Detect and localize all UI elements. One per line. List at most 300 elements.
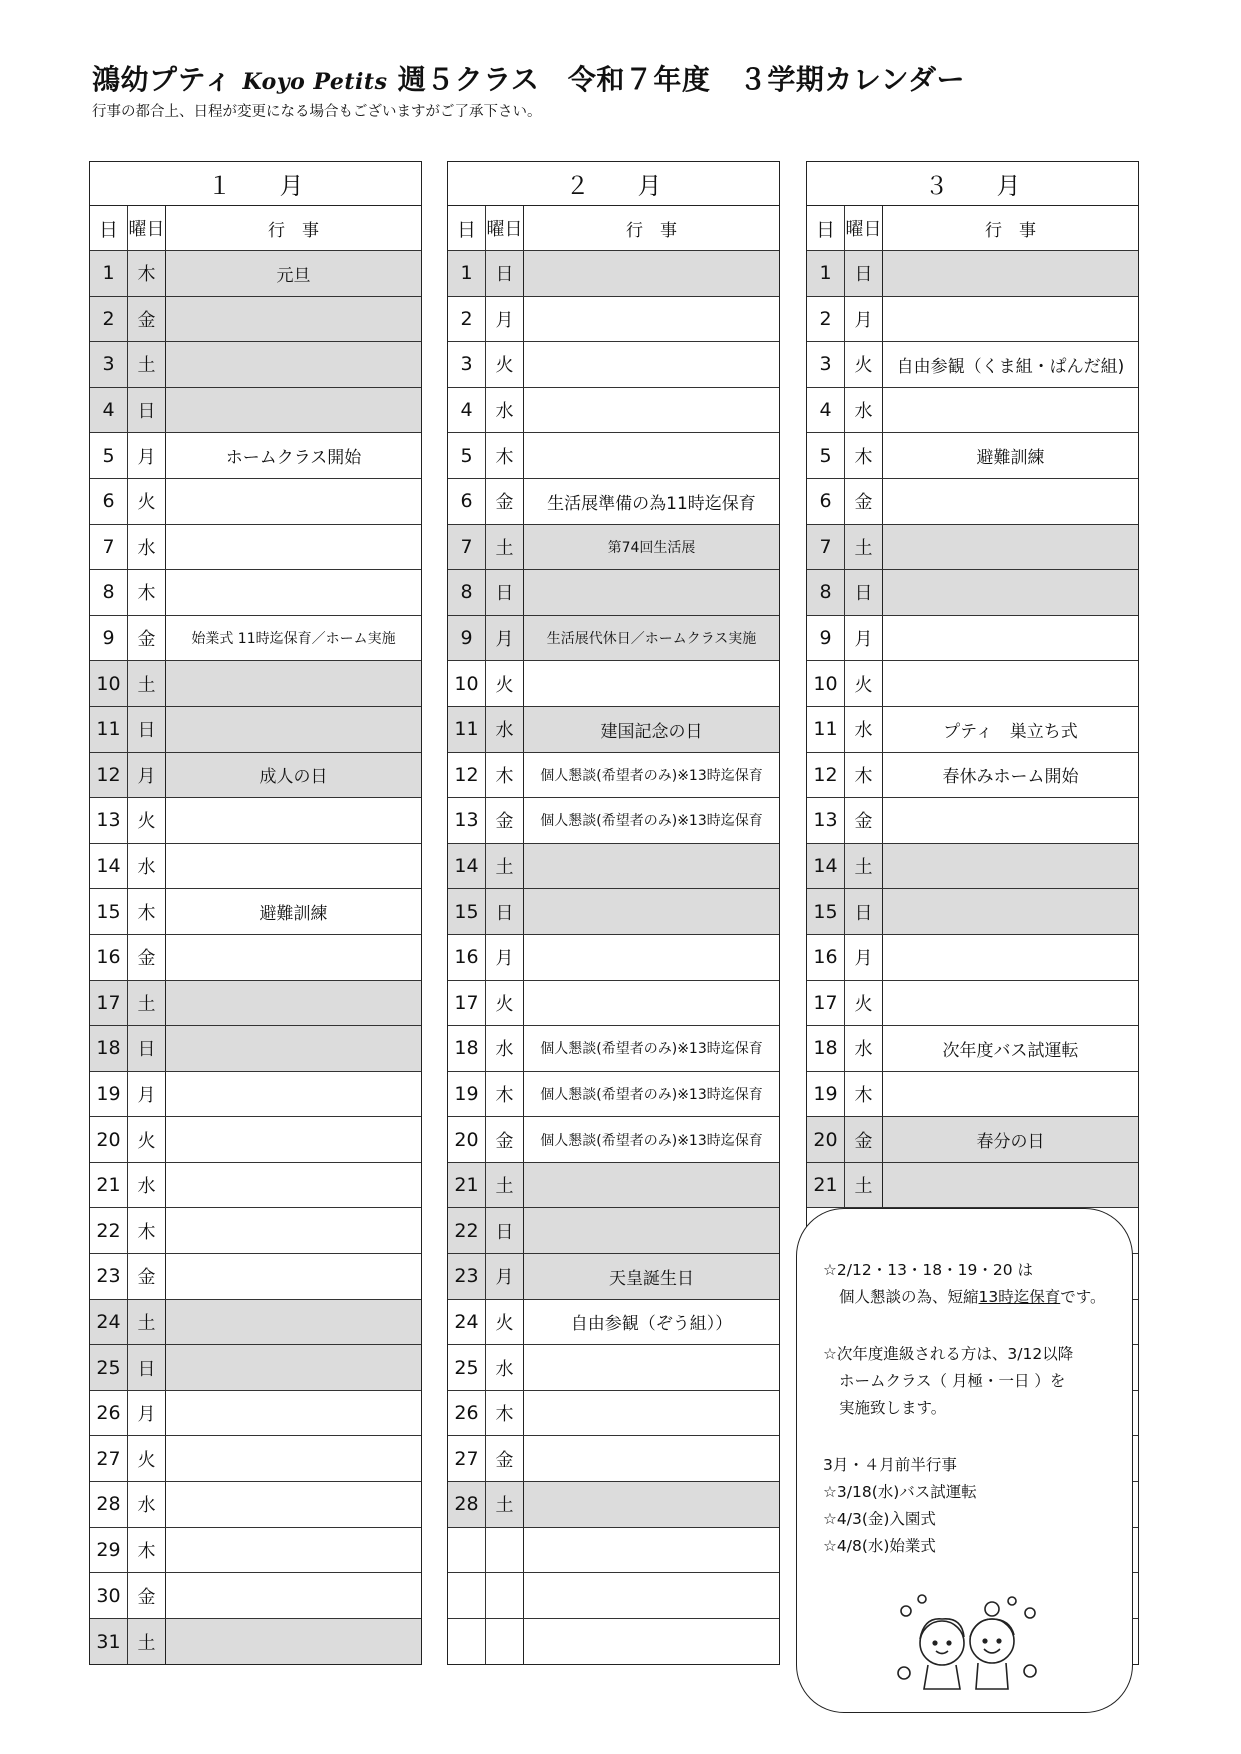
day-number xyxy=(448,1573,486,1618)
calendar-row xyxy=(90,981,421,1027)
event-cell: 避難訓練 xyxy=(259,904,328,925)
day-number: 20 xyxy=(90,1117,128,1162)
day-number: 10 xyxy=(807,661,845,706)
event-cell xyxy=(524,251,779,296)
note-3-item-3: ☆4/8(水)始業式 xyxy=(823,1537,936,1555)
weekday xyxy=(486,1528,524,1573)
calendar-row xyxy=(448,1072,779,1118)
column-day: 日 xyxy=(807,206,845,250)
day-number: 11 xyxy=(448,707,486,752)
weekday: 金 xyxy=(128,1254,166,1299)
weekday: 水 xyxy=(128,1163,166,1208)
weekday: 金 xyxy=(845,798,883,843)
weekday: 金 xyxy=(128,616,166,661)
calendar-row xyxy=(90,433,421,479)
event-cell xyxy=(524,1528,779,1573)
event-cell xyxy=(883,616,1138,661)
calendar-row xyxy=(807,525,1138,571)
day-number: 4 xyxy=(90,388,128,433)
calendar-row xyxy=(448,1163,779,1209)
calendar-row xyxy=(448,1619,779,1665)
day-number: 21 xyxy=(448,1163,486,1208)
day-number: 3 xyxy=(807,342,845,387)
chick-icon xyxy=(985,1602,999,1616)
column-day: 日 xyxy=(90,206,128,250)
day-number: 25 xyxy=(448,1345,486,1390)
calendar-row xyxy=(807,297,1138,343)
page-subtitle: 行事の都合上、日程が変更になる場合もございますがご了承下さい。 xyxy=(92,104,542,120)
day-number: 24 xyxy=(90,1300,128,1345)
event-cell xyxy=(166,661,421,706)
weekday: 火 xyxy=(486,661,524,706)
calendar-row xyxy=(90,1436,421,1482)
weekday: 日 xyxy=(486,251,524,296)
calendar-row xyxy=(90,1072,421,1118)
event-cell xyxy=(524,981,779,1026)
day-number: 16 xyxy=(90,935,128,980)
event-cell xyxy=(883,479,1138,524)
weekday: 火 xyxy=(486,981,524,1026)
column-weekday: 曜日 xyxy=(128,206,166,250)
event-cell xyxy=(166,1163,421,1208)
event-cell: 自由参観（くま組・ぱんだ組) xyxy=(896,356,1125,377)
calendar-row xyxy=(448,1345,779,1391)
event-cell: 春休みホーム開始 xyxy=(942,767,1079,788)
day-number: 6 xyxy=(90,479,128,524)
event-cell: 生活展代休日／ホームクラス実施 xyxy=(524,616,779,661)
day-number: 19 xyxy=(448,1072,486,1117)
weekday: 金 xyxy=(486,798,524,843)
weekday: 木 xyxy=(128,251,166,296)
weekday: 木 xyxy=(486,1391,524,1436)
column-event: 行 事 xyxy=(985,220,1036,241)
calendar-row xyxy=(448,981,779,1027)
event-cell xyxy=(883,981,1138,1026)
month-heading: ２ 月 xyxy=(448,162,779,206)
weekday: 火 xyxy=(845,981,883,1026)
event-cell: 始業式 11時迄保育／ホーム実施 xyxy=(191,631,396,648)
calendar-row xyxy=(90,1482,421,1528)
event-cell xyxy=(166,297,421,342)
weekday: 金 xyxy=(486,1436,524,1481)
event-cell: 生活展準備の為11時迄保育 xyxy=(547,493,756,514)
weekday: 木 xyxy=(128,1208,166,1253)
event-cell: 個人懇談(希望者のみ)※13時迄保育 xyxy=(540,813,763,830)
day-number: 27 xyxy=(90,1436,128,1481)
day-number: 6 xyxy=(807,479,845,524)
note-3-heading: 3月・４月前半行事 xyxy=(823,1456,957,1474)
weekday: 月 xyxy=(128,1391,166,1436)
day-number: 17 xyxy=(448,981,486,1026)
calendar-row xyxy=(90,1345,421,1391)
event-cell: プティ 巣立ち式 xyxy=(943,721,1078,742)
calendar-row xyxy=(807,479,1138,525)
event-cell xyxy=(166,1436,421,1481)
calendar-row xyxy=(90,1163,421,1209)
day-number: 11 xyxy=(90,707,128,752)
day-number: 3 xyxy=(448,342,486,387)
weekday: 木 xyxy=(486,433,524,478)
column-header-row xyxy=(807,206,1138,251)
day-number: 9 xyxy=(807,616,845,661)
flower-icon xyxy=(1025,1608,1035,1618)
event-cell xyxy=(524,1163,779,1208)
event-cell xyxy=(166,388,421,433)
event-cell xyxy=(166,707,421,752)
day-number: 3 xyxy=(90,342,128,387)
event-cell xyxy=(883,935,1138,980)
event-cell xyxy=(524,297,779,342)
event-cell xyxy=(166,1345,421,1390)
event-cell xyxy=(883,1163,1138,1208)
girl-body xyxy=(924,1665,960,1689)
event-cell xyxy=(883,388,1138,433)
month-table-january xyxy=(89,161,422,1665)
day-number: 23 xyxy=(448,1254,486,1299)
calendar-row xyxy=(448,753,779,799)
day-number: 26 xyxy=(90,1391,128,1436)
day-number: 11 xyxy=(807,707,845,752)
calendar-row xyxy=(448,844,779,890)
column-header-row xyxy=(448,206,779,251)
calendar-row xyxy=(90,1208,421,1254)
day-number: 23 xyxy=(90,1254,128,1299)
day-number: 4 xyxy=(807,388,845,433)
day-number: 1 xyxy=(807,251,845,296)
weekday: 土 xyxy=(845,844,883,889)
event-cell: 第74回生活展 xyxy=(524,525,779,570)
weekday: 木 xyxy=(845,753,883,798)
calendar-row xyxy=(807,570,1138,616)
calendar-row xyxy=(448,661,779,707)
column-weekday: 曜日 xyxy=(486,206,524,250)
calendar-row xyxy=(807,1117,1138,1163)
weekday: 水 xyxy=(486,388,524,433)
calendar-row xyxy=(448,1208,779,1254)
day-number: 16 xyxy=(448,935,486,980)
weekday: 日 xyxy=(845,251,883,296)
calendar-row xyxy=(448,297,779,343)
weekday: 日 xyxy=(845,570,883,615)
note-1-line-1: ☆2/12・13・18・19・20 は xyxy=(823,1261,1034,1279)
event-cell xyxy=(524,388,779,433)
day-number: 7 xyxy=(90,525,128,570)
weekday: 金 xyxy=(128,1573,166,1618)
page-title xyxy=(92,58,965,98)
event-cell xyxy=(524,935,779,980)
event-cell xyxy=(524,1391,779,1436)
column-header-row xyxy=(90,206,421,251)
children-illustration xyxy=(892,1591,1042,1701)
weekday: 日 xyxy=(128,1026,166,1071)
calendar-row xyxy=(90,1300,421,1346)
note-1-line-2 xyxy=(839,1284,1106,1311)
day-number: 2 xyxy=(90,297,128,342)
calendar-row xyxy=(448,1117,779,1163)
weekday: 金 xyxy=(486,1117,524,1162)
day-number: 28 xyxy=(448,1482,486,1527)
day-number: 17 xyxy=(807,981,845,1026)
boy-body xyxy=(976,1663,1008,1689)
weekday: 日 xyxy=(486,1208,524,1253)
weekday: 水 xyxy=(128,1482,166,1527)
calendar-row xyxy=(90,1391,421,1437)
weekday: 日 xyxy=(128,707,166,752)
weekday: 水 xyxy=(845,707,883,752)
calendar-row xyxy=(90,889,421,935)
weekday: 月 xyxy=(128,753,166,798)
event-cell xyxy=(166,1117,421,1162)
weekday: 水 xyxy=(486,1026,524,1071)
weekday: 火 xyxy=(128,479,166,524)
event-cell xyxy=(166,981,421,1026)
event-cell xyxy=(524,433,779,478)
day-number: 8 xyxy=(448,570,486,615)
calendar-row xyxy=(90,935,421,981)
calendar-row xyxy=(90,297,421,343)
event-cell: 建国記念の日 xyxy=(524,707,779,752)
note-3-item-2: ☆4/3(金)入園式 xyxy=(823,1510,936,1528)
event-cell xyxy=(166,570,421,615)
event-cell xyxy=(166,525,421,570)
event-cell: 春分の日 xyxy=(883,1117,1138,1162)
calendar-row xyxy=(448,342,779,388)
day-number: 10 xyxy=(90,661,128,706)
day-number: 8 xyxy=(807,570,845,615)
day-number: 2 xyxy=(448,297,486,342)
day-number: 26 xyxy=(448,1391,486,1436)
calendar-row xyxy=(807,753,1138,799)
event-cell xyxy=(166,1619,421,1665)
day-number: 9 xyxy=(448,616,486,661)
event-cell xyxy=(883,525,1138,570)
flower-icon xyxy=(1024,1665,1036,1677)
day-number: 31 xyxy=(90,1619,128,1665)
event-cell xyxy=(166,798,421,843)
weekday: 水 xyxy=(845,388,883,433)
event-cell: 自由参観（ぞう組）） xyxy=(570,1314,733,1335)
calendar-row xyxy=(90,1026,421,1072)
day-number: 9 xyxy=(90,616,128,661)
flower-icon xyxy=(901,1606,911,1616)
event-cell xyxy=(524,1345,779,1390)
weekday: 金 xyxy=(128,935,166,980)
day-number: 7 xyxy=(448,525,486,570)
calendar-row xyxy=(90,251,421,297)
event-cell xyxy=(524,1573,779,1618)
day-number: 10 xyxy=(448,661,486,706)
title-brand: Koyo Petits xyxy=(242,69,388,95)
month-table-february xyxy=(447,161,780,1665)
calendar-row xyxy=(448,616,779,662)
day-number: 5 xyxy=(90,433,128,478)
weekday: 月 xyxy=(128,1072,166,1117)
event-cell xyxy=(166,342,421,387)
calendar-row xyxy=(90,525,421,571)
month-heading: ３ 月 xyxy=(807,162,1138,206)
calendar-row xyxy=(807,1163,1138,1209)
weekday: 木 xyxy=(845,1072,883,1117)
weekday: 月 xyxy=(128,433,166,478)
day-number: 16 xyxy=(807,935,845,980)
event-cell xyxy=(883,798,1138,843)
boy-hair xyxy=(970,1619,1014,1637)
weekday: 木 xyxy=(845,433,883,478)
flower-icon xyxy=(1008,1597,1016,1605)
notes-box xyxy=(796,1208,1133,1713)
event-cell xyxy=(883,889,1138,934)
weekday: 日 xyxy=(845,889,883,934)
event-cell xyxy=(524,570,779,615)
calendar-row xyxy=(448,251,779,297)
event-cell xyxy=(524,1619,779,1665)
calendar-row xyxy=(807,798,1138,844)
calendar-row xyxy=(807,844,1138,890)
day-number: 25 xyxy=(90,1345,128,1390)
weekday: 木 xyxy=(128,570,166,615)
day-number: 15 xyxy=(807,889,845,934)
note-1-underline: 13時迄保育 xyxy=(978,1288,1061,1306)
event-cell xyxy=(524,342,779,387)
calendar-row xyxy=(807,388,1138,434)
calendar-row xyxy=(448,1436,779,1482)
event-cell: ホームクラス開始 xyxy=(225,448,362,469)
day-number: 18 xyxy=(807,1026,845,1071)
day-number: 2 xyxy=(807,297,845,342)
calendar-row xyxy=(807,433,1138,479)
calendar-row xyxy=(807,342,1138,388)
calendar-row xyxy=(90,479,421,525)
calendar-row xyxy=(90,1573,421,1619)
calendar-row xyxy=(448,1026,779,1072)
day-number: 13 xyxy=(90,798,128,843)
event-cell xyxy=(883,570,1138,615)
weekday: 日 xyxy=(128,1345,166,1390)
calendar-row xyxy=(90,388,421,434)
day-number: 28 xyxy=(90,1482,128,1527)
event-cell: 個人懇談(希望者のみ)※13時迄保育 xyxy=(540,1041,763,1058)
weekday: 水 xyxy=(128,525,166,570)
weekday: 金 xyxy=(486,479,524,524)
event-cell xyxy=(524,661,779,706)
title-part-1: 鴻幼プティ xyxy=(92,63,233,96)
day-number: 17 xyxy=(90,981,128,1026)
weekday: 火 xyxy=(845,342,883,387)
event-cell xyxy=(883,251,1138,296)
weekday: 火 xyxy=(486,342,524,387)
event-cell xyxy=(166,1254,421,1299)
calendar-row xyxy=(90,1254,421,1300)
weekday: 火 xyxy=(128,1117,166,1162)
calendar-row xyxy=(448,1391,779,1437)
event-cell xyxy=(166,1300,421,1345)
calendar-row xyxy=(448,935,779,981)
event-cell xyxy=(883,297,1138,342)
weekday: 土 xyxy=(128,661,166,706)
note-2-line-2: ホームクラス（ 月極・一日 ）を xyxy=(839,1372,1066,1390)
calendar-row xyxy=(448,889,779,935)
weekday: 日 xyxy=(486,570,524,615)
calendar-row xyxy=(448,1300,779,1346)
weekday: 金 xyxy=(845,1117,883,1162)
weekday: 月 xyxy=(845,297,883,342)
day-number: 1 xyxy=(448,251,486,296)
day-number xyxy=(448,1619,486,1665)
day-number: 15 xyxy=(448,889,486,934)
note-1-text: 個人懇談の為、短縮 xyxy=(839,1288,979,1306)
calendar-row xyxy=(807,935,1138,981)
calendar-row xyxy=(90,570,421,616)
weekday: 日 xyxy=(128,388,166,433)
month-heading: １ 月 xyxy=(90,162,421,206)
day-number: 12 xyxy=(807,753,845,798)
day-number: 12 xyxy=(448,753,486,798)
column-day: 日 xyxy=(448,206,486,250)
weekday: 土 xyxy=(128,342,166,387)
title-part-2: 週５クラス 令和７年度 ３学期カレンダー xyxy=(397,63,966,96)
event-cell xyxy=(166,1482,421,1527)
calendar-row xyxy=(90,616,421,662)
weekday: 水 xyxy=(128,844,166,889)
weekday: 水 xyxy=(845,1026,883,1071)
event-cell xyxy=(883,844,1138,889)
calendar-row xyxy=(448,707,779,753)
weekday: 金 xyxy=(845,479,883,524)
day-number: 4 xyxy=(448,388,486,433)
day-number: 18 xyxy=(90,1026,128,1071)
weekday: 土 xyxy=(845,525,883,570)
calendar-row xyxy=(807,707,1138,753)
day-number: 22 xyxy=(448,1208,486,1253)
column-weekday: 曜日 xyxy=(845,206,883,250)
weekday xyxy=(486,1619,524,1665)
note-3-item-1: ☆3/18(水)バス試運転 xyxy=(823,1483,977,1501)
event-cell: 天皇誕生日 xyxy=(524,1254,779,1299)
day-number: 13 xyxy=(448,798,486,843)
weekday: 月 xyxy=(486,935,524,980)
calendar-row xyxy=(448,479,779,525)
weekday: 月 xyxy=(486,1254,524,1299)
event-cell: 個人懇談(希望者のみ)※13時迄保育 xyxy=(540,1132,763,1149)
day-number: 19 xyxy=(807,1072,845,1117)
day-number: 5 xyxy=(448,433,486,478)
event-cell: 次年度バス試運転 xyxy=(942,1040,1079,1061)
day-number: 22 xyxy=(90,1208,128,1253)
calendar-row xyxy=(448,1482,779,1528)
calendar-row xyxy=(448,525,779,571)
event-cell xyxy=(524,1482,779,1527)
event-cell: 成人の日 xyxy=(166,753,421,798)
calendar-row xyxy=(448,570,779,616)
event-cell: 避難訓練 xyxy=(976,448,1045,469)
event-cell: 個人懇談(希望者のみ)※13時迄保育 xyxy=(540,1086,763,1103)
calendar-row xyxy=(448,1573,779,1619)
day-number: 18 xyxy=(448,1026,486,1071)
note-2-line-3: 実施致します。 xyxy=(839,1399,947,1417)
calendar-row xyxy=(807,981,1138,1027)
event-cell xyxy=(166,1528,421,1573)
weekday: 土 xyxy=(128,1619,166,1665)
day-number: 29 xyxy=(90,1528,128,1573)
calendar-row xyxy=(448,1254,779,1300)
weekday: 火 xyxy=(128,1436,166,1481)
day-number: 8 xyxy=(90,570,128,615)
event-cell xyxy=(166,844,421,889)
column-event: 行 事 xyxy=(626,220,677,241)
event-cell xyxy=(883,661,1138,706)
event-cell: 個人懇談(希望者のみ)※13時迄保育 xyxy=(540,767,763,784)
calendar-row xyxy=(90,753,421,799)
